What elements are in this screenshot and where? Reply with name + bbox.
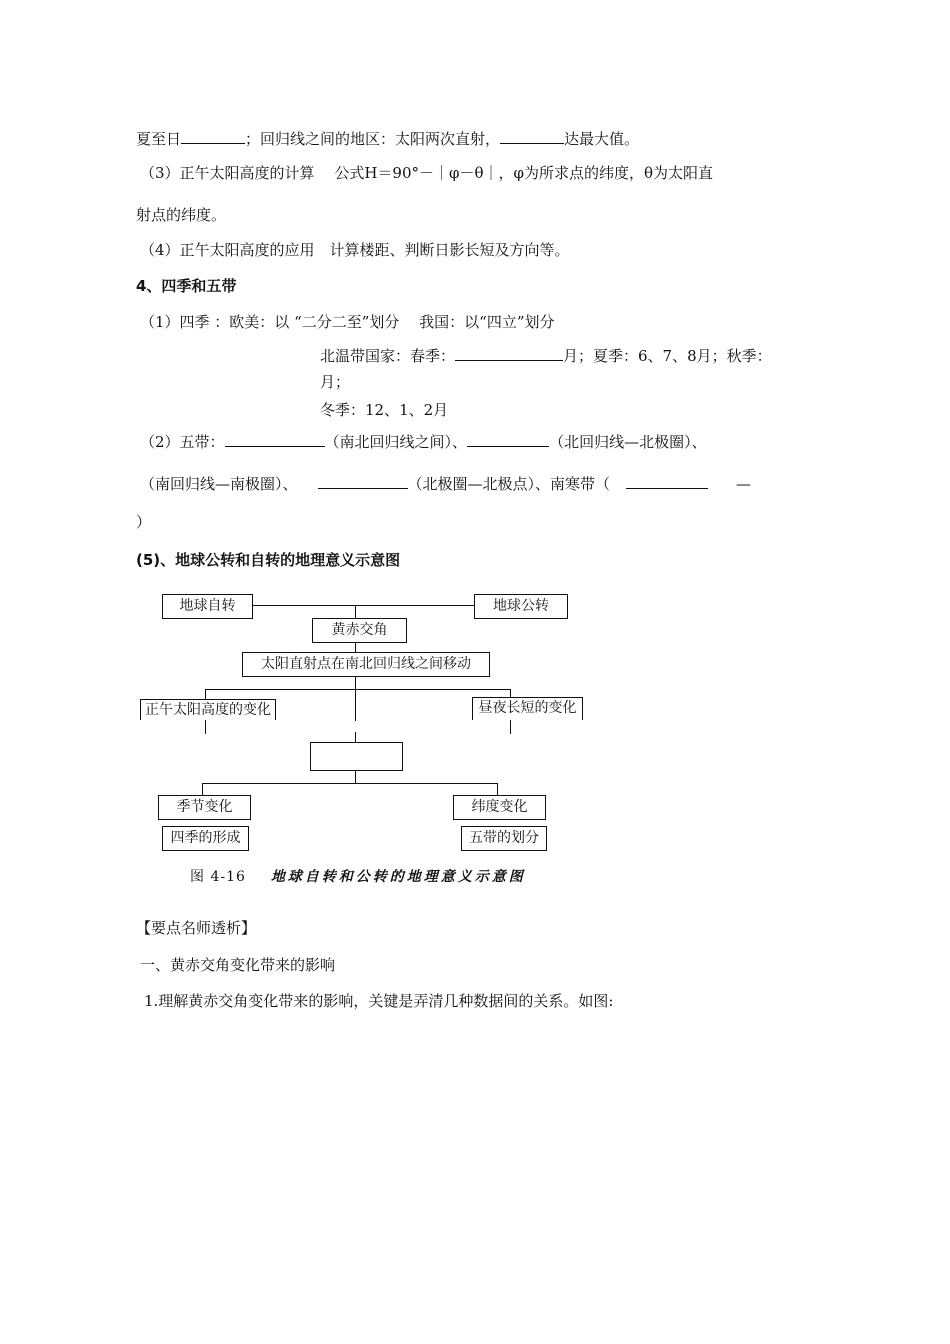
fill-blank[interactable] [318, 473, 408, 489]
line-subsolar-latitude: 射点的纬度。 [136, 206, 227, 224]
line-zones-cont [140, 473, 751, 494]
analysis-heading: 【要点名师透析】 [136, 919, 257, 937]
connector-left-tick [205, 719, 206, 734]
text: （北回归线—北极圈）、 [549, 433, 707, 451]
connector-to-obliquity [355, 605, 356, 618]
diagram-caption [190, 866, 526, 886]
text: （2）五带： [140, 433, 225, 451]
text: ；回归线之间的地区：太阳两次直射， [245, 130, 501, 148]
fill-blank[interactable] [626, 473, 708, 489]
noon-height-change-box: 正午太阳高度的变化 [140, 699, 276, 720]
connector-lower-split [202, 783, 498, 784]
connector-mid-down [355, 771, 356, 783]
connector-split [205, 689, 510, 690]
text: （北极圈—北极点）、南寒带（ [407, 475, 611, 493]
line-five-zones [140, 431, 707, 452]
text: 北温带国家：春季： [320, 347, 456, 365]
connector-mid-tick [355, 732, 356, 742]
line-north-temperate [320, 345, 772, 366]
obliquity-box: 黄赤交角 [312, 618, 407, 643]
season-change-box: 季节变化 [158, 795, 251, 820]
connector-right-tick [510, 719, 511, 734]
analysis-subheading: 一、黄赤交角变化带来的影响 [140, 956, 336, 974]
day-length-change-box: 昼夜长短的变化 [472, 697, 583, 720]
text: 月；夏季：6、7、8月；秋季： [563, 347, 772, 365]
line-four-seasons: （1）四季 ：欧美：以 “二分二至”划分 我国：以“四立”划分 [140, 313, 555, 331]
line-summer-solstice [136, 128, 639, 149]
earth-revolution-box: 地球公转 [474, 594, 568, 619]
fill-blank[interactable] [500, 128, 564, 144]
earth-rotation-box: 地球自转 [162, 594, 253, 619]
caption-text: 地球自转和公转的地理意义示意图 [270, 869, 526, 885]
heading-seasons-zones: 4、四季和五带 [136, 277, 237, 295]
fill-blank[interactable] [181, 128, 245, 144]
line-close-paren: ） [136, 513, 152, 531]
text: （南北回归线之间）、 [324, 433, 468, 451]
connector-top [253, 605, 475, 606]
five-zones-box: 五带的划分 [461, 826, 547, 851]
line-noon-height-formula: （3）正午太阳高度的计算 公式H＝90°－｜φ－θ｜，φ为所求点的纬度，θ为太阳直 [140, 164, 714, 182]
line-noon-height-application: （4）正午太阳高度的应用 计算楼距、判断日影长短及方向等。 [140, 241, 570, 259]
subsolar-migration-box: 太阳直射点在南北回归线之间移动 [242, 652, 490, 677]
connector-lower-right [497, 783, 498, 795]
latitude-change-box: 纬度变化 [453, 795, 546, 820]
connector-mid [355, 689, 356, 721]
fill-blank[interactable] [467, 431, 549, 447]
text: 夏至日 [136, 130, 182, 148]
four-seasons-box: 四季的形成 [162, 826, 249, 851]
middle-box [310, 742, 403, 771]
line-winter: 冬季：12、1、2月 [320, 401, 449, 419]
fill-blank[interactable] [455, 345, 563, 361]
line-autumn-month: 月； [320, 373, 351, 391]
connector-lower-left [202, 783, 203, 795]
fill-blank[interactable] [225, 431, 325, 447]
analysis-paragraph: 1.理解黄赤交角变化带来的影响，关键是弄清几种数据间的关系。如图: [144, 992, 614, 1010]
text: （南回归线—南极圈）、 [140, 475, 298, 493]
heading-diagram: (5)、地球公转和自转的地理意义示意图 [136, 551, 401, 569]
connector-down [355, 675, 356, 689]
text: 达最大值。 [564, 130, 640, 148]
text: — [736, 475, 752, 493]
caption-number: 图 4-16 [190, 869, 246, 885]
